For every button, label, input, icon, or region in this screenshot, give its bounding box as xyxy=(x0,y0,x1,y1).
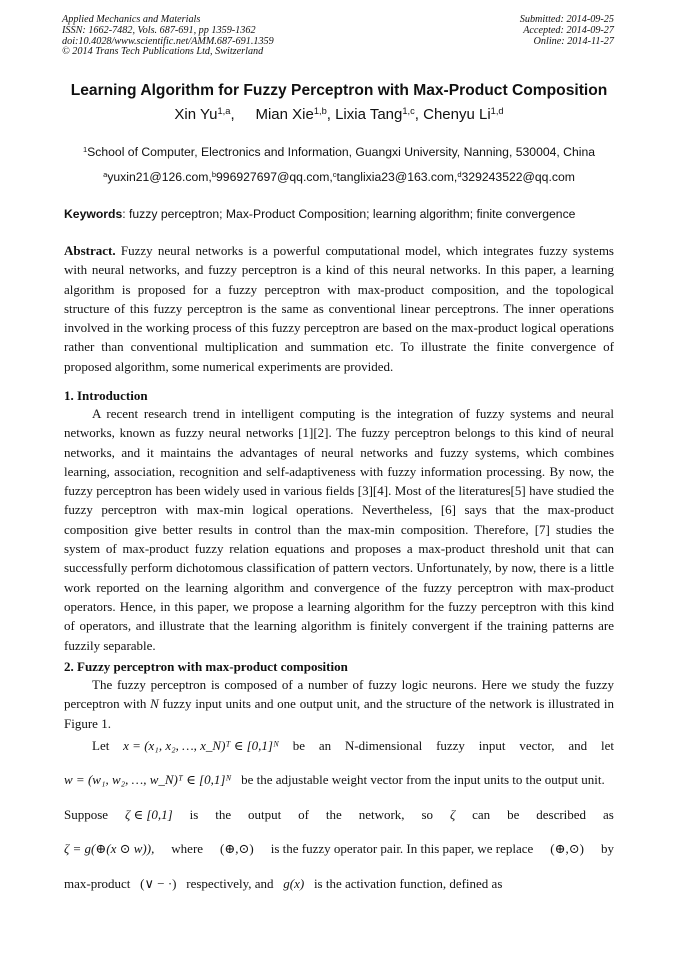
email: 996927697@qq.com, xyxy=(216,170,333,184)
text-word: Suppose xyxy=(64,807,109,822)
text-word: so xyxy=(421,807,434,822)
paragraph-text: The fuzzy perceptron is composed of a number of fuzzy logic neurons. Here we study the fuzzy perceptron with xyxy=(64,677,614,712)
affiliation-sup: 1 xyxy=(82,144,88,154)
math-expression: x = (x₁, x₂, …, x_N)ᵀ ∈ [0,1]ᴺ xyxy=(123,738,279,753)
keywords-label: Keywords xyxy=(64,207,123,221)
email-sup: a xyxy=(103,169,108,179)
author-name: Chenyu Li xyxy=(423,106,491,123)
introduction-paragraph: A recent research trend in intelligent computing is the integration of fuzzy systems and neural networks, known as fuzzy neural networks [1][2]. The fuzzy perceptron belongs to this kind of neural networks, and it maintains the advantages of neural networks and fuzzy systems, which combines learning, association, recognition and self-adaptiveness with fuzzy information processing. By now, the fuzzy perceptron has been widely used in various fields [3][4]. Most of the literatures[5] have studied the fuzzy perceptron with max-min logical operations. Nevertheless, [6] says that the max-product composition give better results in control than the max-min composition. Therefore, [7] studies the system of max-product fuzzy relation equations and proposes a max-product threshold unit that can successfully perform dichotomous classification of pattern vectors. Unfortunately, by now, there is a little work reported on the learning algorithm and convergence of the fuzzy perceptron with max-product operators. Hence, in this paper, we propose a learning algorithm for the fuzzy perceptron with this kind of operators, and illustrate that the learning algorithm is finitely convergent if the training patterns are fuzzily separable. xyxy=(64,406,614,653)
abstract xyxy=(64,241,614,376)
equation-line-output xyxy=(64,807,614,823)
author-name: Lixia Tang xyxy=(335,106,403,123)
equation-line-input-vector xyxy=(64,738,614,754)
equation-line-weight-vector xyxy=(64,772,614,788)
copyright: © 2014 Trans Tech Publications Ltd, Switzerland xyxy=(62,46,264,58)
section-heading-introduction: 1. Introduction xyxy=(64,388,148,403)
text-word: fuzzy xyxy=(436,738,465,753)
affiliation xyxy=(0,145,678,159)
author-name: Mian Xie xyxy=(255,106,314,123)
journal-name: Applied Mechanics and Materials xyxy=(62,14,201,25)
text-word: of xyxy=(298,807,309,822)
issn: ISSN: 1662-7482, Vols. 687-691, pp 1359-1362 xyxy=(62,24,256,36)
author-sup: 1,c xyxy=(402,105,415,116)
text-word: where xyxy=(171,841,204,856)
email-list xyxy=(0,170,678,184)
abstract-label: Abstract. xyxy=(64,243,116,258)
math-var: ζ xyxy=(449,807,456,822)
text-word: Let xyxy=(92,738,110,753)
text-word: the xyxy=(215,807,232,822)
text-word: be xyxy=(292,738,306,753)
text-word: an xyxy=(318,738,332,753)
text-run: be the adjustable weight vector from the input units to the output unit. xyxy=(241,772,605,787)
math-expression: w = (w₁, w₂, …, w_N)ᵀ ∈ [0,1]ᴺ xyxy=(64,772,232,787)
equation-line-activation xyxy=(64,876,614,892)
author-name: Xin Yu xyxy=(174,106,218,123)
abstract-text: Fuzzy neural networks is a powerful computational model, which integrates fuzzy systems with neural networks, and fuzzy perceptron is a kind of this neural networks. In this paper, a learning algorithm is proposed for a fuzzy perceptron with max-product composition, and the topological structure of this fuzzy perceptron is the same as conventional linear perceptrons. The inner operations involved in the working process of this fuzzy perceptron are based on the max-product logical operations rather than conventional multiplication and summation etc. To illustrate the finite convergence of proposed algorithm, some numerical experiments are provided. xyxy=(64,243,614,374)
text-run: max-product xyxy=(64,876,131,891)
text-word: as xyxy=(602,807,614,822)
text-word: and xyxy=(568,738,588,753)
text-word: input xyxy=(478,738,506,753)
email-sup: d xyxy=(457,169,462,179)
text-word: can xyxy=(472,807,491,822)
paragraph-text: fuzzy input units and one output unit, and the structure of the network is illustrated in Figure 1. xyxy=(64,696,614,731)
author-list: Xin Yu$^{1,a}$, Mian Xie$^{1,b}$, Lixia Tang$^{1,c}$, Chenyu Li$^{1,d}$ xyxy=(174,105,504,123)
text-word: vector, xyxy=(519,738,555,753)
section2-paragraph xyxy=(64,675,614,733)
text-run: is the activation function, defined as xyxy=(313,876,503,891)
math-expression: (⊕,⊙) xyxy=(550,841,584,856)
email: yuxin21@126.com, xyxy=(107,170,212,184)
text-word: network, xyxy=(358,807,405,822)
dates-info xyxy=(520,15,614,47)
author-sup: 1,d xyxy=(490,105,504,116)
section-heading-fuzzy-perceptron: 2. Fuzzy perceptron with max-product composition xyxy=(64,659,348,674)
keywords-text: : fuzzy perceptron; Max-Product Composition; learning algorithm; finite convergence xyxy=(122,207,576,221)
math-var: N xyxy=(150,696,159,712)
email-sup: c xyxy=(332,169,337,179)
journal-info xyxy=(62,15,274,58)
math-expression: (⊕,⊙) xyxy=(220,841,254,856)
online-date: Online: 2014-11-27 xyxy=(533,35,614,47)
paper-title: Learning Algorithm for Fuzzy Perceptron with Max-Product Composition xyxy=(70,82,608,99)
text-word: be xyxy=(507,807,520,822)
text-run: respectively, and xyxy=(186,876,274,891)
text-word: by xyxy=(600,841,614,856)
keywords xyxy=(64,207,624,221)
math-expression: (∨ − ·) xyxy=(140,876,177,891)
doi: doi:10.4028/www.scientific.net/AMM.687-691.1359 xyxy=(62,35,274,47)
text-word: output xyxy=(248,807,282,822)
author-sup: 1,a xyxy=(217,105,231,116)
equation-line-operator-pair xyxy=(64,841,614,857)
text-word: the xyxy=(325,807,342,822)
text-word: let xyxy=(600,738,614,753)
math-expression: ζ ∈ [0,1] xyxy=(124,807,173,822)
accepted-date: Accepted: 2014-09-27 xyxy=(523,24,614,36)
text-run: is the fuzzy operator pair. In this paper, we replace xyxy=(270,841,534,856)
text-word: N-dimensional xyxy=(344,738,423,753)
affiliation-text: School of Computer, Electronics and Information, Guangxi University, Nanning, 530004, China xyxy=(87,145,596,159)
email: 329243522@qq.com xyxy=(461,170,575,184)
email: tanglixia23@163.com, xyxy=(336,170,458,184)
text-word: described xyxy=(536,807,587,822)
math-expression: ζ = g(⊕(x ⊙ w)), xyxy=(64,841,155,856)
submitted-date: Submitted: 2014-09-25 xyxy=(519,14,614,25)
math-expression: g(x) xyxy=(283,876,305,891)
email-sup: b xyxy=(211,169,217,179)
text-word: is xyxy=(189,807,199,822)
author-sup: 1,b xyxy=(313,105,327,116)
